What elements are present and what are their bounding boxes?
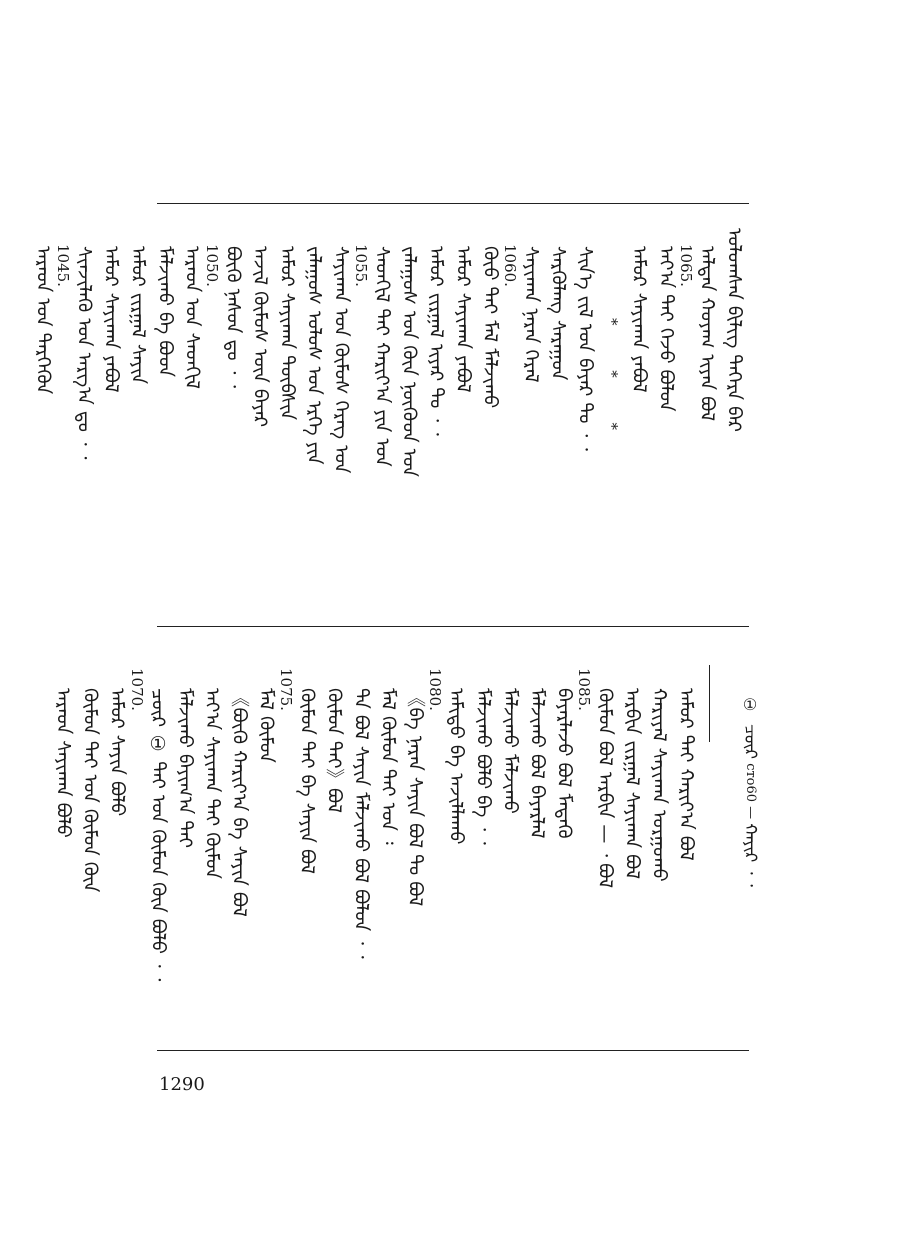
verse-line: ᠠᠮᠤᠷ ᠰᠠᠶᠢᠬᠠᠨ ᠲᠦᠪᠰᠢᠨ	[276, 246, 298, 421]
footnote-marker: ①	[742, 695, 758, 714]
verse-line: ᠠᠷᠠᠳ ᠰᠠᠶᠢᠬᠠᠨ ᠪᠣᠯᠤ	[52, 688, 74, 838]
verse-line: ᠠᠷᠠᠳ ᠤᠨ ᠲᠡᠷᠭᠡᠭᠦᠨ	[32, 246, 54, 395]
verse-line: 1085. ᠬᠦᠮᠦᠨ ᠪᠣᠯ ᠠᠷᠪᠢᠨ — ᠂ ᠪᠣᠯ	[575, 668, 616, 889]
verse-line: ᠮᠠᠯ ᠬᠦᠮᠦᠨ ᠲᠠᠶ ᠤᠨ ᠄	[377, 688, 399, 845]
verse-line: 1070. ᠴᠦᠷ ① ᠲᠠᠶ ᠤᠨ ᠬᠦᠮᠦᠨ ᠬᠦᠨ ᠪᠣᠯᠤ ᠂ ᠂	[128, 668, 169, 982]
verse-line: ᠣᠯᠤᠭᠰᠠᠨ ᠪᠢᠯᠢᠭ ᠳᠡᠭᠡᠷᠡ ᠪᠡᠷ	[723, 228, 745, 433]
verse-line: 1065. ᠠᠯᠲᠠᠨ ᠬᠤᠶᠠᠭ ᠢᠶᠠᠨ ᠪᠣᠯ	[677, 244, 718, 422]
verse-line: 1055. ᠰᠡᠳᠬᠢᠯ ᠲᠠᠶ ᠬᠠᠷᠢᠶ᠎ᠠ ᠶᠢᠨ ᠤᠨ	[352, 244, 393, 467]
verse-line: 1050. ᠪᠦᠬᠦ ᠨᠠᠰᠤᠨ ᠳᠤ ᠂ ᠂	[203, 244, 244, 389]
verse-line: ᠮᠠᠯ ᠬᠦᠮᠦᠨ	[255, 688, 277, 763]
middle-rule	[157, 626, 749, 627]
footnote-separator	[709, 665, 710, 742]
verse-line: ᠠᠶ᠎ᠠ ᠲᠠᠶ ᠭᠡᠵᠦ ᠪᠣᠯᠤᠨ	[655, 246, 677, 412]
section-stars: * * *	[603, 318, 621, 451]
verse-line: ᠰᠡᠷᠭᠦᠯᠡᠩ ᠰᠠᠷᠠᠭᠤᠨ	[547, 246, 569, 381]
verse-line: 1080. ᠠᠮᠢᠳᠤ ᠪᠠ ᠠᠵᠢᠯᠯᠠᠬᠤ	[426, 668, 467, 845]
verse-line: ᠠᠮᠤᠷ ᠰᠠᠶᠢᠬᠠᠨ ᠶᠠᠪᠤᠯ	[452, 246, 474, 393]
verse-line: ᠠᠶ᠎ᠠ ᠰᠠᠶᠢᠬᠠᠨ ᠲᠠᠶ ᠬᠦᠮᠦᠨ	[201, 688, 223, 880]
verse-line: ᠵᠠᠯᠠᠭᠤᠰ ᠤᠨ ᠬᠦᠨ ᠨᠦᠭᠦᠳ ᠤᠨ	[398, 246, 420, 478]
page-number: 1290	[159, 1074, 205, 1095]
verse-line: ᠰᠠᠶᠢᠬᠠᠨ ᠤᠨ ᠬᠦᠮᠦᠰ ᠬᠡᠷᠡᠭ ᠤᠨ	[330, 246, 352, 474]
verse-line: ᠮᠠᠯᠵᠢᠬᠤ ᠪᠣᠯᠤ ᠪᠠ ᠂ ᠂	[472, 688, 494, 845]
verse-line: ᠬᠦᠮᠦᠨ ᠲᠠᠶ》ᠪᠣᠯ	[323, 688, 345, 814]
verse-line: ᠠᠮᠤᠷ ᠰᠠᠶᠢᠨ ᠪᠣᠯᠤ	[106, 688, 128, 817]
verse-line: ᠮᠠᠯᠵᠢᠬᠤ ᠮᠠᠯᠵᠢᠬᠤ	[499, 688, 521, 814]
verse-line: ᠠᠮᠤᠷ ᠲᠠᠶ ᠬᠠᠷᠢᠶ᠎ᠠ ᠪᠣᠯ	[675, 688, 697, 861]
verse-line: ᠠᠮᠤᠷ ᠰᠠᠶᠢᠬᠠᠨ ᠶᠠᠪᠤᠯ	[100, 246, 122, 393]
verse-line: ᠲᠡ ᠪᠣᠯ ᠰᠠᠶᠢᠨ ᠮᠠᠯᠵᠢᠬᠤ ᠪᠣᠯ ᠪᠣᠯᠤᠨ ᠂ ᠂	[350, 688, 372, 959]
verse-line: ᠬᠦᠮᠦᠨ ᠲᠠᠶ ᠤᠨ ᠬᠦᠮᠦᠨ ᠬᠦᠨ	[79, 688, 101, 893]
verse-line: 1045. ᠰᠢᠨᠵᠢᠯᠡᠬᠦ ᠤᠨ ᠠᠷᠭ᠎ᠠ ᠳᠤ ᠂ ᠂	[54, 244, 95, 460]
verse-line: 《ᠪᠦᠬᠦ ᠬᠠᠷᠢᠶ᠎ᠠ ᠪᠠ ᠰᠠᠶᠢᠨ ᠪᠣᠯ	[228, 688, 250, 917]
top-verse-block	[29, 228, 747, 477]
verse-line: ᠠᠷᠠᠳ ᠤᠨ ᠰᠡᠳᠬᠢᠯ	[181, 246, 203, 389]
verse-line: ᠠᠵᠢᠯ ᠬᠦᠮᠦᠰ ᠦᠨ ᠪᠠᠶᠠᠷ	[249, 246, 271, 428]
verse-line: ᠮᠠᠯᠵᠢᠬᠤ ᠪᠣᠯ ᠪᠠᠶᠠᠷᠯᠠᠯ	[526, 688, 548, 839]
verse-line: 1075. ᠬᠦᠮᠦᠨ ᠲᠠᠶ ᠪᠠ ᠰᠠᠶᠢᠨ ᠪᠣᠯ	[277, 668, 318, 875]
top-rule	[157, 203, 749, 204]
verse-line: ᠬᠠᠷᠢᠶᠠᠯ ᠰᠠᠶᠢᠬᠠᠨ ᠤᠷᠭᠤᠬᠤ	[648, 688, 670, 882]
verse-line: ᠠᠮᠤᠷ ᠰᠠᠶᠢᠬᠠᠨ ᠶᠠᠪᠤᠯ	[628, 246, 650, 393]
verse-line: ᠵᠠᠯᠠᠭᠤᠰ ᠤᠯᠤᠰ ᠤᠨ ᠡᠷᠬᠡ ᠶᠢᠨ	[303, 246, 325, 465]
bottom-rule	[157, 1050, 749, 1051]
verse-line: ᠮᠠᠯᠵᠢᠬᠤ ᠪᠠᠶᠢᠭ᠎ᠠ ᠲᠠᠶ	[174, 688, 196, 848]
bottom-verse-block	[49, 652, 699, 981]
verse-line: ᠬᠦᠦ ᠲᠠᠶ ᠮᠠᠯ ᠮᠠᠯᠵᠢᠬᠤ	[479, 246, 501, 409]
verse-line: ᠰᠢᠨ᠎ᠡ ᠵᠢᠯ ᠤᠨ ᠪᠠᠶᠠᠷ ᠲᠤ ᠂ ᠂	[574, 246, 596, 451]
footnote	[735, 695, 765, 887]
verse-line: 1060. ᠰᠠᠶᠢᠬᠠᠨ ᠨᠠᠷᠠᠨ ᠭᠡᠷᠡᠯ	[501, 244, 542, 383]
verse-line: ᠪᠠᠶᠠᠷᠯᠠᠵᠤ ᠪᠣᠯ ᠮᠡᠳᠡᠬᠦ	[553, 688, 575, 839]
verse-line: ᠠᠷᠪᠢᠨ ᠵᠢᠷᠭᠠᠯ ᠰᠠᠶᠢᠬᠠᠨ ᠪᠣᠯ	[621, 688, 643, 880]
verse-line: ᠠᠮᠤᠷ ᠵᠢᠷᠭᠠᠯ ᠢᠶᠠᠷ ᠲᠤ ᠂ ᠂	[425, 246, 447, 436]
verse-line: ᠮᠠᠯᠵᠢᠬᠤ ᠪᠠ ᠪᠤᠳ	[154, 246, 176, 377]
footnote-text: ᠴᠦᠷ сто60 — ᠬᠠᠶᠢᠷ ᠂ ᠂	[740, 724, 760, 887]
verse-line: ᠠᠮᠤᠷ ᠵᠢᠷᠭᠠᠯ ᠰᠠᠶᠢᠨ	[127, 246, 149, 385]
verse-line: 《ᠪᠠ ᠨᠠᠷᠠᠨ ᠰᠠᠶᠢᠨ ᠪᠣᠯ ᠲᠤ ᠪᠣᠯ	[404, 688, 426, 907]
